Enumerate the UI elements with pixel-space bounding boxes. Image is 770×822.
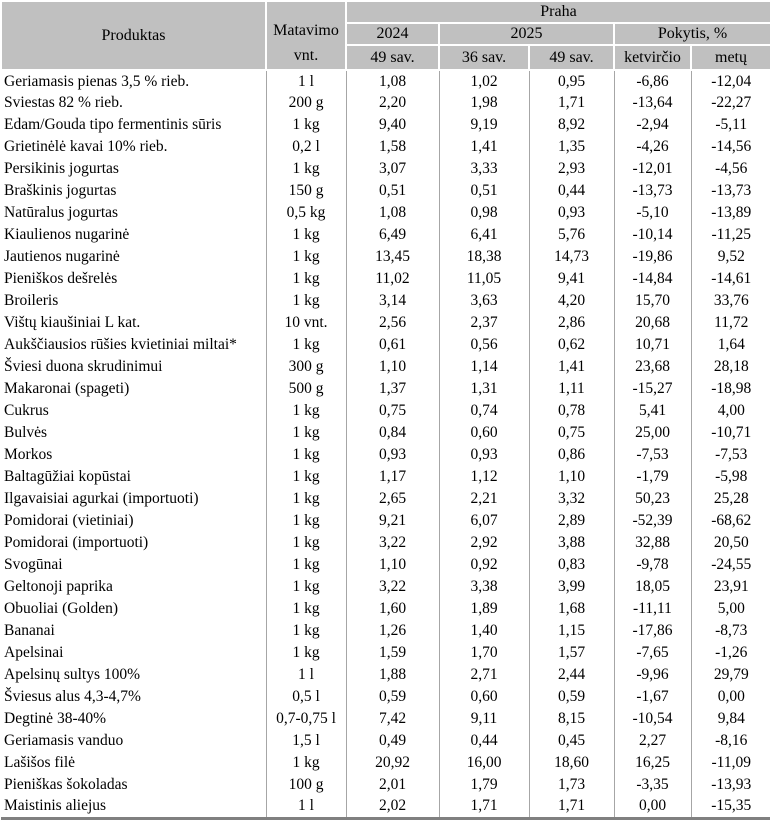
- change-year-cell: 1,64: [691, 334, 770, 356]
- product-cell: Aukščiausios rūšies kvietiniai miltai*: [4, 336, 237, 353]
- change-quarter-cell: -1,79: [614, 466, 691, 488]
- change-quarter-cell: -1,67: [614, 686, 691, 708]
- product-cell: Persikinis jogurtas: [4, 160, 119, 177]
- price-2024-w49-cell: 0,93: [346, 444, 439, 466]
- product-cell: Sviestas 82 % rieb.: [4, 94, 123, 111]
- price-2024-w49-cell: 1,37: [346, 378, 439, 400]
- price-2025-w36-cell: 0,51: [439, 180, 529, 202]
- change-year-cell: 4,00: [691, 400, 770, 422]
- change-quarter-cell: -7,53: [614, 444, 691, 466]
- change-quarter-cell: 25,00: [614, 422, 691, 444]
- price-2025-w36-cell: 0,60: [439, 686, 529, 708]
- unit-cell: 1 kg: [266, 400, 346, 422]
- table-row: [1, 356, 770, 378]
- product-cell: Apelsinai: [4, 644, 64, 661]
- header-week-49-2025: 49 sav.: [529, 45, 614, 70]
- price-2025-w49-cell: 0,83: [529, 554, 614, 576]
- product-cell: Bananai: [4, 622, 55, 639]
- table-row: [1, 312, 770, 334]
- price-2025-w49-cell: 2,44: [529, 664, 614, 686]
- unit-cell: 0,5 l: [266, 686, 346, 708]
- change-quarter-cell: 15,70: [614, 290, 691, 312]
- product-cell: Geriamasis vanduo: [4, 732, 124, 749]
- price-2024-w49-cell: 1,10: [346, 356, 439, 378]
- table-row: [1, 554, 770, 576]
- price-2024-w49-cell: 20,92: [346, 752, 439, 774]
- change-year-cell: -22,27: [691, 92, 770, 114]
- price-2025-w36-cell: 1,41: [439, 136, 529, 158]
- table-row: [1, 664, 770, 686]
- header-unit-line1: Matavimo: [273, 21, 339, 39]
- price-2025-w49-cell: 9,41: [529, 268, 614, 290]
- table-row: [1, 202, 770, 224]
- table-row: [1, 158, 770, 180]
- price-2024-w49-cell: 0,51: [346, 180, 439, 202]
- change-year-cell: 29,79: [691, 664, 770, 686]
- header-unit: [266, 1, 346, 70]
- price-2025-w36-cell: 0,92: [439, 554, 529, 576]
- price-2025-w49-cell: 1,41: [529, 356, 614, 378]
- change-year-cell: -13,93: [691, 774, 770, 796]
- product-cell: Braškinis jogurtas: [4, 182, 117, 199]
- table-row: [1, 268, 770, 290]
- product-cell: Šviesi duona skrudinimui: [4, 358, 163, 375]
- table-row: [1, 686, 770, 708]
- change-quarter-cell: -10,14: [614, 224, 691, 246]
- price-2025-w49-cell: 4,20: [529, 290, 614, 312]
- table-row: [1, 246, 770, 268]
- product-cell: Pomidorai (importuoti): [4, 534, 149, 551]
- change-year-cell: 28,18: [691, 356, 770, 378]
- change-year-cell: -7,53: [691, 444, 770, 466]
- change-quarter-cell: -14,84: [614, 268, 691, 290]
- change-quarter-cell: 20,68: [614, 312, 691, 334]
- price-2024-w49-cell: 3,14: [346, 290, 439, 312]
- price-2025-w36-cell: 1,02: [439, 70, 529, 92]
- price-2025-w49-cell: 2,89: [529, 510, 614, 532]
- price-2025-w36-cell: 6,07: [439, 510, 529, 532]
- unit-cell: 1 kg: [266, 642, 346, 664]
- table-body: [1, 70, 770, 818]
- header-city: Praha: [346, 1, 770, 23]
- change-year-cell: -4,56: [691, 158, 770, 180]
- change-year-cell: -1,26: [691, 642, 770, 664]
- table-row: [1, 444, 770, 466]
- change-quarter-cell: 5,41: [614, 400, 691, 422]
- price-2025-w49-cell: 0,93: [529, 202, 614, 224]
- change-quarter-cell: -4,26: [614, 136, 691, 158]
- unit-cell: 1 kg: [266, 532, 346, 554]
- unit-cell: 1 kg: [266, 620, 346, 642]
- price-2024-w49-cell: 2,65: [346, 488, 439, 510]
- price-2025-w36-cell: 9,11: [439, 708, 529, 730]
- table-row: [1, 774, 770, 796]
- price-2025-w36-cell: 16,00: [439, 752, 529, 774]
- table-row: [1, 642, 770, 664]
- price-2025-w49-cell: 0,45: [529, 730, 614, 752]
- change-year-cell: 23,91: [691, 576, 770, 598]
- change-quarter-cell: -5,10: [614, 202, 691, 224]
- unit-cell: 1 kg: [266, 752, 346, 774]
- price-2024-w49-cell: 3,07: [346, 158, 439, 180]
- table-row: [1, 598, 770, 620]
- change-year-cell: -24,55: [691, 554, 770, 576]
- price-2024-w49-cell: 0,84: [346, 422, 439, 444]
- product-cell: Jautienos nugarinė: [4, 248, 120, 265]
- change-quarter-cell: 0,00: [614, 796, 691, 818]
- product-cell: Apelsinų sultys 100%: [4, 666, 141, 683]
- price-2024-w49-cell: 1,17: [346, 466, 439, 488]
- table-row: [1, 290, 770, 312]
- change-year-cell: 9,52: [691, 246, 770, 268]
- table-header: [1, 1, 770, 70]
- price-2025-w36-cell: 1,89: [439, 598, 529, 620]
- table-row: [1, 70, 770, 92]
- price-2024-w49-cell: 2,56: [346, 312, 439, 334]
- product-cell: Pieniškas šokoladas: [4, 776, 128, 793]
- unit-cell: 1 kg: [266, 246, 346, 268]
- header-unit-line2: vnt.: [293, 46, 319, 64]
- unit-cell: 0,5 kg: [266, 202, 346, 224]
- price-2025-w36-cell: 9,19: [439, 114, 529, 136]
- price-2025-w49-cell: 0,86: [529, 444, 614, 466]
- header-year-2025: 2025: [439, 23, 614, 45]
- price-2025-w49-cell: 0,59: [529, 686, 614, 708]
- price-2024-w49-cell: 1,26: [346, 620, 439, 642]
- change-quarter-cell: -9,96: [614, 664, 691, 686]
- change-year-cell: -10,71: [691, 422, 770, 444]
- price-2025-w49-cell: 1,71: [529, 92, 614, 114]
- change-quarter-cell: 10,71: [614, 334, 691, 356]
- unit-cell: 1 kg: [266, 114, 346, 136]
- price-2024-w49-cell: 6,49: [346, 224, 439, 246]
- change-quarter-cell: 32,88: [614, 532, 691, 554]
- price-2025-w49-cell: 3,99: [529, 576, 614, 598]
- change-year-cell: -13,89: [691, 202, 770, 224]
- price-2024-w49-cell: 9,40: [346, 114, 439, 136]
- product-cell: Makaronai (spageti): [4, 380, 130, 397]
- price-2025-w49-cell: 5,76: [529, 224, 614, 246]
- change-year-cell: -14,61: [691, 268, 770, 290]
- unit-cell: 100 g: [266, 774, 346, 796]
- unit-cell: 1 kg: [266, 488, 346, 510]
- change-year-cell: 33,76: [691, 290, 770, 312]
- product-cell: Maistinis aliejus: [4, 797, 107, 815]
- price-2025-w36-cell: 18,38: [439, 246, 529, 268]
- change-quarter-cell: 16,25: [614, 752, 691, 774]
- price-2025-w36-cell: 0,44: [439, 730, 529, 752]
- price-2025-w36-cell: 0,56: [439, 334, 529, 356]
- unit-cell: 1 kg: [266, 576, 346, 598]
- price-2024-w49-cell: 1,10: [346, 554, 439, 576]
- price-2025-w49-cell: 1,68: [529, 598, 614, 620]
- change-quarter-cell: -10,54: [614, 708, 691, 730]
- unit-cell: 10 vnt.: [266, 312, 346, 334]
- table-row: [1, 488, 770, 510]
- unit-cell: 1 kg: [266, 466, 346, 488]
- table-row: [1, 576, 770, 598]
- change-quarter-cell: -15,27: [614, 378, 691, 400]
- unit-cell: 1 kg: [266, 334, 346, 356]
- table-row: [1, 422, 770, 444]
- table-row: [1, 532, 770, 554]
- change-year-cell: -68,62: [691, 510, 770, 532]
- unit-cell: 1,5 l: [266, 730, 346, 752]
- unit-cell: 300 g: [266, 356, 346, 378]
- price-2025-w36-cell: 1,98: [439, 92, 529, 114]
- change-year-cell: 5,00: [691, 598, 770, 620]
- change-year-cell: -8,73: [691, 620, 770, 642]
- change-quarter-cell: 23,68: [614, 356, 691, 378]
- table-row: [1, 708, 770, 730]
- price-2025-w36-cell: 1,71: [439, 796, 529, 818]
- price-2025-w36-cell: 2,92: [439, 532, 529, 554]
- price-2025-w49-cell: 0,95: [529, 70, 614, 92]
- change-year-cell: -12,04: [691, 70, 770, 92]
- price-2025-w36-cell: 6,41: [439, 224, 529, 246]
- unit-cell: 1 kg: [266, 224, 346, 246]
- price-2025-w36-cell: 2,37: [439, 312, 529, 334]
- unit-cell: 1 kg: [266, 598, 346, 620]
- change-quarter-cell: -9,78: [614, 554, 691, 576]
- price-2025-w49-cell: 14,73: [529, 246, 614, 268]
- unit-cell: 1 kg: [266, 268, 346, 290]
- header-change-quarter: ketvirčio: [614, 45, 691, 70]
- price-2025-w36-cell: 2,21: [439, 488, 529, 510]
- price-2024-w49-cell: 1,59: [346, 642, 439, 664]
- change-year-cell: 11,72: [691, 312, 770, 334]
- price-2025-w49-cell: 18,60: [529, 752, 614, 774]
- price-2025-w49-cell: 0,75: [529, 422, 614, 444]
- product-cell: Kiaulienos nugarinė: [4, 226, 130, 243]
- unit-cell: 1 l: [266, 664, 346, 686]
- change-quarter-cell: 50,23: [614, 488, 691, 510]
- price-2025-w49-cell: 1,71: [529, 796, 614, 818]
- unit-cell: 1 kg: [266, 290, 346, 312]
- price-2024-w49-cell: 3,22: [346, 576, 439, 598]
- unit-cell: 1 l: [266, 796, 346, 818]
- product-cell: Natūralus jogurtas: [4, 204, 119, 221]
- header-product: Produktas: [1, 1, 266, 70]
- change-year-cell: 0,00: [691, 686, 770, 708]
- price-2025-w36-cell: 1,12: [439, 466, 529, 488]
- table-row: [1, 752, 770, 774]
- price-2025-w49-cell: 1,57: [529, 642, 614, 664]
- table-row: [1, 92, 770, 114]
- price-2025-w49-cell: 1,10: [529, 466, 614, 488]
- price-2025-w49-cell: 2,93: [529, 158, 614, 180]
- change-quarter-cell: -2,94: [614, 114, 691, 136]
- price-2025-w36-cell: 1,40: [439, 620, 529, 642]
- price-2025-w36-cell: 0,93: [439, 444, 529, 466]
- change-year-cell: 25,28: [691, 488, 770, 510]
- price-2024-w49-cell: 11,02: [346, 268, 439, 290]
- change-year-cell: -8,16: [691, 730, 770, 752]
- price-2024-w49-cell: 1,08: [346, 70, 439, 92]
- product-cell: Obuoliai (Golden): [4, 600, 119, 617]
- change-year-cell: -5,98: [691, 466, 770, 488]
- table-row: [1, 224, 770, 246]
- unit-cell: 0,7-0,75 l: [266, 708, 346, 730]
- price-2025-w36-cell: 0,60: [439, 422, 529, 444]
- price-2025-w49-cell: 3,88: [529, 532, 614, 554]
- price-2025-w49-cell: 3,32: [529, 488, 614, 510]
- price-2024-w49-cell: 2,01: [346, 774, 439, 796]
- change-quarter-cell: -6,86: [614, 70, 691, 92]
- table-row: [1, 620, 770, 642]
- product-cell: Vištų kiaušiniai L kat.: [4, 314, 141, 331]
- price-2024-w49-cell: 1,88: [346, 664, 439, 686]
- header-change: Pokytis, %: [614, 23, 770, 45]
- change-year-cell: 9,84: [691, 708, 770, 730]
- product-cell: Geriamasis pienas 3,5 % rieb.: [4, 72, 190, 90]
- price-2025-w49-cell: 0,44: [529, 180, 614, 202]
- product-cell: Cukrus: [4, 402, 49, 419]
- price-2025-w49-cell: 2,86: [529, 312, 614, 334]
- product-cell: Baltagūžiai kopūstai: [4, 468, 131, 485]
- unit-cell: 1 l: [266, 70, 346, 92]
- header-change-year: metų: [691, 45, 770, 70]
- price-2025-w36-cell: 2,71: [439, 664, 529, 686]
- table-row: [1, 796, 770, 818]
- price-2024-w49-cell: 13,45: [346, 246, 439, 268]
- unit-cell: 1 kg: [266, 422, 346, 444]
- product-cell: Edam/Gouda tipo fermentinis sūris: [4, 116, 222, 133]
- price-2024-w49-cell: 1,58: [346, 136, 439, 158]
- change-year-cell: 20,50: [691, 532, 770, 554]
- price-2024-w49-cell: 7,42: [346, 708, 439, 730]
- table-row: [1, 378, 770, 400]
- price-2025-w49-cell: 1,73: [529, 774, 614, 796]
- table-row: [1, 510, 770, 532]
- change-quarter-cell: -17,86: [614, 620, 691, 642]
- price-2025-w49-cell: 8,15: [529, 708, 614, 730]
- product-cell: Grietinėlė kavai 10% rieb.: [4, 138, 168, 155]
- price-2025-w49-cell: 0,62: [529, 334, 614, 356]
- price-2025-w49-cell: 0,78: [529, 400, 614, 422]
- price-2025-w36-cell: 3,38: [439, 576, 529, 598]
- change-quarter-cell: -12,01: [614, 158, 691, 180]
- unit-cell: 500 g: [266, 378, 346, 400]
- product-cell: Pomidorai (vietiniai): [4, 512, 134, 529]
- header-week-36-2025: 36 sav.: [439, 45, 529, 70]
- table-row: [1, 114, 770, 136]
- table-row: [1, 400, 770, 422]
- product-cell: Pieniškos dešrelės: [4, 270, 118, 287]
- price-2024-w49-cell: 0,61: [346, 334, 439, 356]
- price-2025-w36-cell: 0,98: [439, 202, 529, 224]
- change-year-cell: -11,09: [691, 752, 770, 774]
- table-row: [1, 334, 770, 356]
- change-year-cell: -11,25: [691, 224, 770, 246]
- change-quarter-cell: -3,35: [614, 774, 691, 796]
- price-2024-w49-cell: 0,75: [346, 400, 439, 422]
- table-row: [1, 466, 770, 488]
- price-2025-w36-cell: 3,33: [439, 158, 529, 180]
- price-2025-w49-cell: 8,92: [529, 114, 614, 136]
- product-cell: Degtinė 38-40%: [4, 710, 107, 727]
- price-2025-w36-cell: 0,74: [439, 400, 529, 422]
- price-2025-w36-cell: 1,31: [439, 378, 529, 400]
- change-quarter-cell: -19,86: [614, 246, 691, 268]
- price-2024-w49-cell: 0,59: [346, 686, 439, 708]
- table-row: [1, 136, 770, 158]
- product-cell: Morkos: [4, 446, 53, 463]
- unit-cell: 150 g: [266, 180, 346, 202]
- unit-cell: 1 kg: [266, 510, 346, 532]
- change-year-cell: -5,11: [691, 114, 770, 136]
- unit-cell: 0,2 l: [266, 136, 346, 158]
- unit-cell: 1 kg: [266, 554, 346, 576]
- product-cell: Geltonoji paprika: [4, 578, 113, 595]
- price-2024-w49-cell: 1,60: [346, 598, 439, 620]
- header-row-city: [1, 1, 770, 23]
- product-cell: Šviesus alus 4,3-4,7%: [4, 688, 141, 705]
- price-2025-w36-cell: 3,63: [439, 290, 529, 312]
- change-year-cell: -13,73: [691, 180, 770, 202]
- price-2025-w49-cell: 1,11: [529, 378, 614, 400]
- price-2024-w49-cell: 2,20: [346, 92, 439, 114]
- price-2025-w36-cell: 1,79: [439, 774, 529, 796]
- unit-cell: 1 kg: [266, 158, 346, 180]
- header-week-49-2024: 49 sav.: [346, 45, 439, 70]
- price-2025-w49-cell: 1,35: [529, 136, 614, 158]
- change-quarter-cell: -7,65: [614, 642, 691, 664]
- product-cell: Bulvės: [4, 424, 48, 441]
- product-cell: Ilgavaisiai agurkai (importuoti): [4, 490, 199, 507]
- unit-cell: 1 kg: [266, 444, 346, 466]
- table-row: [1, 180, 770, 202]
- product-cell: Lašišos filė: [4, 754, 76, 771]
- change-quarter-cell: 18,05: [614, 576, 691, 598]
- price-2024-w49-cell: 1,08: [346, 202, 439, 224]
- product-cell: Broileris: [4, 292, 59, 309]
- header-year-2024: 2024: [346, 23, 439, 45]
- change-year-cell: -18,98: [691, 378, 770, 400]
- unit-cell: 200 g: [266, 92, 346, 114]
- price-2024-w49-cell: 0,49: [346, 730, 439, 752]
- table-row: [1, 730, 770, 752]
- price-2025-w36-cell: 11,05: [439, 268, 529, 290]
- price-2024-w49-cell: 9,21: [346, 510, 439, 532]
- price-2025-w36-cell: 1,14: [439, 356, 529, 378]
- change-quarter-cell: -13,64: [614, 92, 691, 114]
- change-quarter-cell: 2,27: [614, 730, 691, 752]
- change-year-cell: -14,56: [691, 136, 770, 158]
- price-2024-w49-cell: 3,22: [346, 532, 439, 554]
- product-cell: Svogūnai: [4, 556, 63, 573]
- price-2024-w49-cell: 2,02: [346, 796, 439, 818]
- price-2025-w36-cell: 1,70: [439, 642, 529, 664]
- price-2025-w49-cell: 1,15: [529, 620, 614, 642]
- change-quarter-cell: -52,39: [614, 510, 691, 532]
- change-year-cell: -15,35: [691, 796, 770, 818]
- change-quarter-cell: -13,73: [614, 180, 691, 202]
- change-quarter-cell: -11,11: [614, 598, 691, 620]
